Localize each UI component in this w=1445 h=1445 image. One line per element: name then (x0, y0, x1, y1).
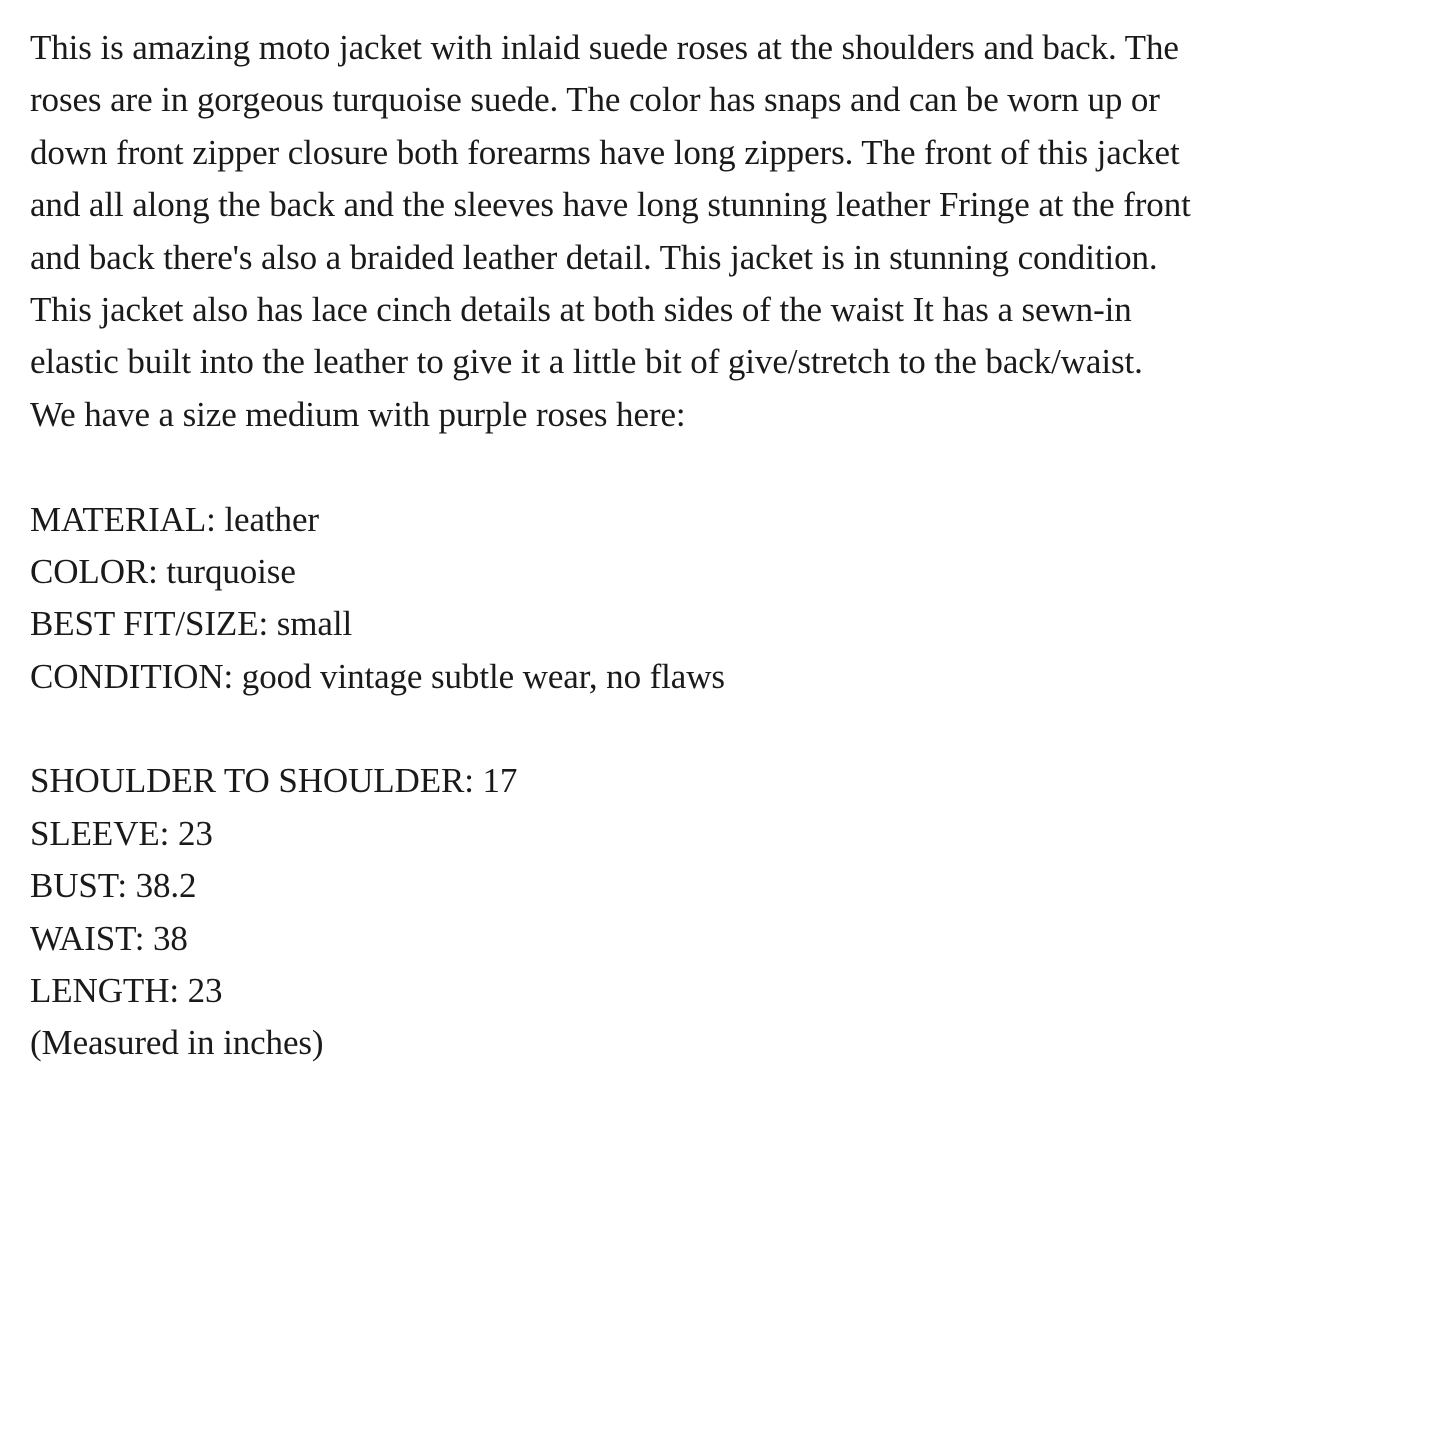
product-description-document (30, 22, 1430, 1070)
measurement-value: 23 (177, 813, 213, 853)
measurement-label: BUST: (30, 866, 127, 906)
details-list (30, 494, 1430, 704)
detail-label: CONDITION: (30, 656, 234, 696)
detail-color (30, 546, 1430, 598)
description-line: We have a size medium with purple roses here: (30, 394, 686, 434)
description-line: and back there's also a braided leather detail. This jacket is in stunning condition. (30, 237, 1158, 277)
measurement-value: 17 (482, 761, 518, 801)
measurement-waist (30, 913, 1430, 965)
measurement-length (30, 965, 1430, 1017)
description-line: roses are in gorgeous turquoise suede. The color has snaps and can be worn up or (30, 80, 1160, 120)
detail-value: small (276, 604, 353, 644)
description-paragraph (30, 22, 1430, 441)
measurement-label: LENGTH: (30, 971, 179, 1011)
measurement-value: 38.2 (135, 866, 197, 906)
measurement-unit-note: (Measured in inches) (30, 1023, 324, 1063)
detail-label: COLOR: (30, 551, 158, 591)
description-line: down front zipper closure both forearms have long zippers. The front of this jacket (30, 132, 1180, 172)
measurement-label: WAIST: (30, 918, 145, 958)
description-line: and all along the back and the sleeves have long stunning leather Fringe at the front (30, 185, 1191, 225)
detail-value: good vintage subtle wear, no flaws (241, 656, 725, 696)
description-line: This is amazing moto jacket with inlaid suede roses at the shoulders and back. The (30, 28, 1179, 67)
spacer (30, 441, 1430, 493)
description-line: This jacket also has lace cinch details at both sides of the waist It has a sewn-in (30, 289, 1132, 329)
measurement-label: SHOULDER TO SHOULDER: (30, 761, 474, 801)
measurement-bust (30, 860, 1430, 912)
detail-condition (30, 651, 1430, 703)
measurement-value: 38 (152, 918, 188, 958)
measurement-value: 23 (187, 971, 223, 1011)
measurements-list (30, 755, 1430, 1069)
spacer (30, 703, 1430, 755)
detail-value: leather (224, 499, 319, 539)
detail-material (30, 494, 1430, 546)
detail-value: turquoise (166, 551, 296, 591)
measurement-shoulder (30, 755, 1430, 807)
measurement-sleeve (30, 808, 1430, 860)
measurement-label: SLEEVE: (30, 813, 170, 853)
detail-label: BEST FIT/SIZE: (30, 604, 269, 644)
detail-best-fit-size (30, 598, 1430, 650)
description-line: elastic built into the leather to give it a little bit of give/stretch to the back/waist. (30, 342, 1143, 382)
detail-label: MATERIAL: (30, 499, 216, 539)
